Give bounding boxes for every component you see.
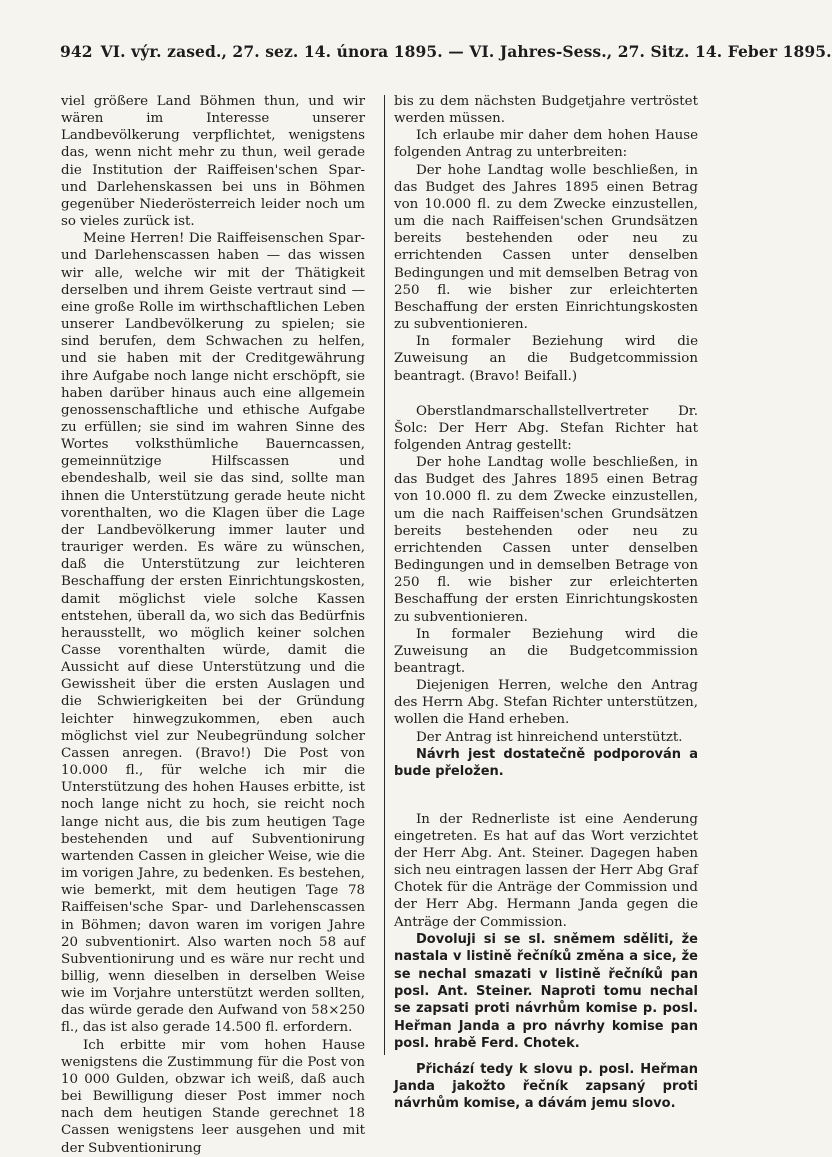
paragraph: viel größere Land Böhmen thun, und wir wären im Interesse unserer Landbevölkerung verpflichtet, wenigstens das, wenn nicht mehr zu thun, weil gerade die Institution der Raiffeisen'schen Spar- und Darlehenskassen bei uns in Böhmen gegenüber Niederösterreich leider noch um so vieles zurück ist. <box>61 94 365 230</box>
motion-text: Der hohe Landtag wolle beschließen, in das Budget des Jahres 1895 einen Betrag von 10.000 fl. zu dem Zwecke einzustellen, um die nach Raiffeisen'schen Grundsätzen bereits bestehenden oder neu zu errichtenden Cassen unter denselben Bedingungen und mit demselben Betrag von 250 fl. wie bisher zur erleichterten Beschaffung der ersten Einrichtungskosten zu subventionieren. <box>394 162 698 333</box>
column-divider <box>384 95 385 1055</box>
left-column <box>61 93 365 1157</box>
paragraph: bis zu dem nächsten Budgetjahre vertröstet werden müssen. <box>394 94 698 127</box>
header-title: VI. výr. zased., 27. sez. 14. února 1895. — VI. Jahres-Sess., 27. Sitz. 14. Feber 1895. <box>100 42 832 61</box>
page-header <box>60 42 832 61</box>
paragraph: Ich erlaube mir daher dem hohen Hause folgenden Antrag zu unterbreiten: <box>394 128 698 161</box>
paragraph: Diejenigen Herren, welche den Antrag des Herrn Abg. Stefan Richter unterstützen, wollen die Hand erheben. <box>394 678 698 728</box>
right-column <box>394 93 698 1113</box>
speaker-paragraph: Oberstlandmarschallstellvertreter Dr. Šolc: Der Herr Abg. Stefan Richter hat folgenden Antrag gestellt: <box>394 403 698 453</box>
czech-paragraph: Přichází tedy k slovu p. posl. Heřman Janda jakožto řečník zapsaný proti návrhům komise, a dávám jemu slovo. <box>394 1061 698 1112</box>
paragraph: In formaler Beziehung wird die Zuweisung an die Budgetcommission beantragt. (Bravo! Beifall.) <box>394 334 698 384</box>
paragraph: Meine Herren! Die Raiffeisenschen Spar- und Darlehenscassen haben — das wissen wir alle, welche wir mit der Thätigkeit derselben und ihrem Geiste vertraut sind — eine große Rolle im wirthschaftlichen Leben unserer Landbevölkerung zu spielen; sie sind berufen, dem Schwachen zu helfen, und sie haben mit der Creditgewährung ihre Aufgabe noch lange nicht erschöpft, sie haben darüber hinaus auch eine allgemein genossenschaftliche und ethische Aufgabe zu erfüllen; sie sind im wahren Sinne des Wortes volksthümliche Bauerncassen, gemeinnützige Hilfscassen und ebendeshalb, weil sie das sind, sollte man ihnen die Unterstützung gerade heute nicht vorenthalten, wo die Klagen über die Lage der Landbevölkerung immer lauter und trauriger werden. Es wäre zu wünschen, daß die Unterstützung zur leichteren Beschaffung der ersten Einrichtungskosten, damit möglichst viele solche Kassen entstehen, überall da, wo sich das Bedürfnis herausstellt, wo möglich keiner solchen Casse vorenthalten würde, damit die Aussicht auf diese Unterstützung und die Gewissheit über die ersten Auslagen und die Schwierigkeiten bei der Gründung leichter hinwegzukommen, eben auch möglichst viel zur Neubegründung solcher Cassen anregen. (Bravo!) Die Post von 10.000 fl., für welche ich mir die Unterstützung des hohen Hauses erbitte, ist noch lange nicht zu hoch, sie reicht noch lange nicht aus, die bis zum heutigen Tage bestehenden und auf Subventionirung wartenden Cassen in gleicher Weise, wie die im vorigen Jahre, zu bedenken. Es bestehen, wie bemerkt, mit dem heutigen Tage 78 Raiffeisen'sche Spar- und Darlehenscassen in Böhmen; davon waren im vorigen Jahre 20 subventionirt. Also warten noch 58 auf Subventionirung und es wäre nur recht und billig, wenn dieselben in derselben Weise wie im Vorjahre unterstützt werden sollten, das würde gerade den Aufwand von 58×250 fl., das ist also gerade 14.500 fl. erfordern. <box>61 231 365 1036</box>
czech-paragraph: Dovoluji si se sl. sněmem sděliti, že nastala v listině řečníků změna a sice, že se nechal smazati v listině řečníků pan posl. Ant. Steiner. Naproti tomu nechal se zapsati proti návrhům komise p. posl. Heřman Janda a pro návrhy komise pan posl. hrabě Ferd. Chotek. <box>394 931 698 1052</box>
paragraph: Der Antrag ist hinreichend unterstützt. <box>416 729 683 745</box>
page-number: 942 <box>60 42 93 61</box>
czech-paragraph: Návrh jest dostatečně podporován a bude přeložen. <box>394 746 698 780</box>
paragraph: Ich erbitte mir vom hohen Hause wenigstens die Zustimmung für die Post von 10 000 Gulden, obzwar ich weiß, daß auch bei Bewilligung dieser Post immer noch nach dem heutigen Stande gerechnet 18 Cassen wenigstens leer ausgehen und mit der Subventionirung <box>61 1037 365 1156</box>
motion-text: Der hohe Landtag wolle beschließen, in das Budget des Jahres 1895 einen Betrag von 10.000 fl. zu dem Zwecke einzustellen, um die nach Raiffeisen'schen Grundsätzen bereits bestehenden oder neu zu errichtenden Cassen unter denselben Bedingungen und in demselben Betrage von 250 fl. wie bisher zur erleichterten Beschaffung der ersten Einrichtungskosten zu subventionieren. <box>394 455 698 625</box>
paragraph: In formaler Beziehung wird die Zuweisung an die Budgetcommission beantragt. <box>394 626 698 676</box>
paragraph: In der Rednerliste ist eine Aenderung eingetreten. Es hat auf das Wort verzichtet der Herr Abg. Ant. Steiner. Dagegen haben sich neu eintragen lassen der Herr Abg Graf Chotek für die Anträge der Commission und der Herr Abg. Hermann Janda gegen die Anträge der Commission. <box>394 811 698 930</box>
